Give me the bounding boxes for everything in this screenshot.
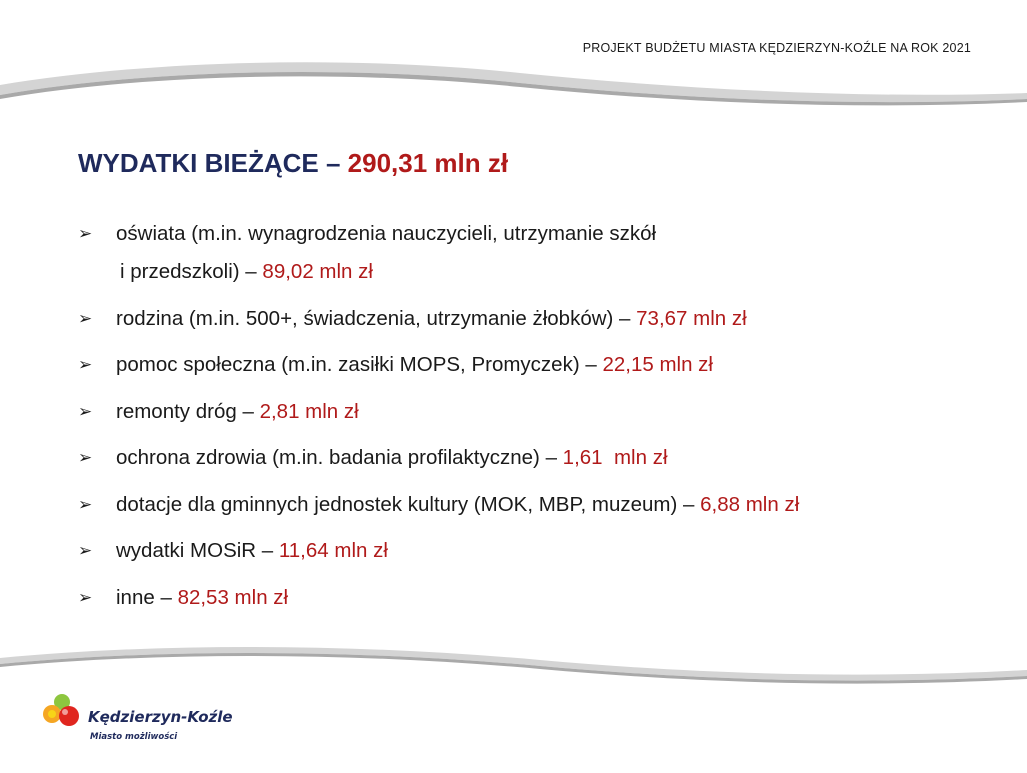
- title-text: WYDATKI BIEŻĄCE: [78, 148, 319, 178]
- item-text: rodzina (m.in. 500+, świadczenia, utrzymanie żłobków) –: [116, 306, 637, 330]
- logo-mark-icon: [38, 690, 88, 740]
- item-text-continued: [116, 253, 998, 291]
- item-text: ochrona zdrowia (m.in. badania profilaktyczne) –: [116, 446, 563, 469]
- item-amount: 2,81 mln zł: [259, 399, 359, 423]
- item-amount: 73,67 mln zł: [636, 306, 747, 330]
- item-text: inne –: [116, 585, 178, 609]
- document-header: PROJEKT BUDŻETU MIASTA KĘDZIERZYN-KOŹLE NA ROK 2021: [582, 41, 971, 55]
- item-amount: 11,64 mln zł: [278, 539, 388, 562]
- list-item: [78, 393, 998, 431]
- arrow-bullet-icon: ➢: [78, 541, 93, 560]
- bottom-wave-decoration: [0, 640, 1027, 690]
- logo-name: Kędzierzyn-Koźle: [88, 708, 233, 726]
- title-amount: 290,31 mln zł: [347, 148, 509, 178]
- logo-tagline: Miasto możliwości: [90, 732, 178, 742]
- arrow-bullet-icon: ➢: [78, 308, 93, 328]
- item-text: pomoc społeczna (m.in. zasiłki MOPS, Promyczek) –: [116, 353, 603, 376]
- arrow-bullet-icon: ➢: [78, 401, 93, 421]
- list-item: [78, 486, 998, 524]
- list-item: [78, 215, 998, 291]
- arrow-bullet-icon: ➢: [78, 587, 93, 607]
- page-title: [78, 148, 508, 179]
- city-logo: [38, 690, 238, 750]
- item-text-2: i przedszkoli) –: [120, 260, 263, 283]
- item-text: oświata (m.in. wynagrodzenia nauczycieli, utrzymanie szkół: [116, 222, 657, 245]
- item-amount: 22,15 mln zł: [602, 353, 713, 376]
- item-amount: 89,02 mln zł: [262, 260, 373, 283]
- item-amount: 82,53 mln zł: [177, 585, 289, 609]
- list-item: [78, 532, 998, 570]
- arrow-bullet-icon: ➢: [78, 448, 93, 467]
- list-item: [78, 579, 998, 617]
- list-item: [78, 346, 998, 384]
- item-amount: 6,88 mln zł: [700, 492, 800, 516]
- item-text: dotacje dla gminnych jednostek kultury (MOK, MBP, muzeum) –: [116, 492, 701, 516]
- arrow-bullet-icon: ➢: [78, 494, 93, 514]
- title-dash: –: [318, 148, 348, 178]
- list-item: [78, 439, 998, 477]
- arrow-bullet-icon: ➢: [78, 224, 93, 243]
- item-text: wydatki MOSiR –: [116, 539, 279, 562]
- item-text: remonty dróg –: [116, 399, 260, 423]
- list-item: [78, 300, 998, 338]
- top-wave-decoration: [0, 55, 1027, 110]
- arrow-bullet-icon: ➢: [78, 355, 93, 374]
- item-amount: 1,61 mln zł: [562, 446, 668, 469]
- expense-list: [78, 215, 998, 625]
